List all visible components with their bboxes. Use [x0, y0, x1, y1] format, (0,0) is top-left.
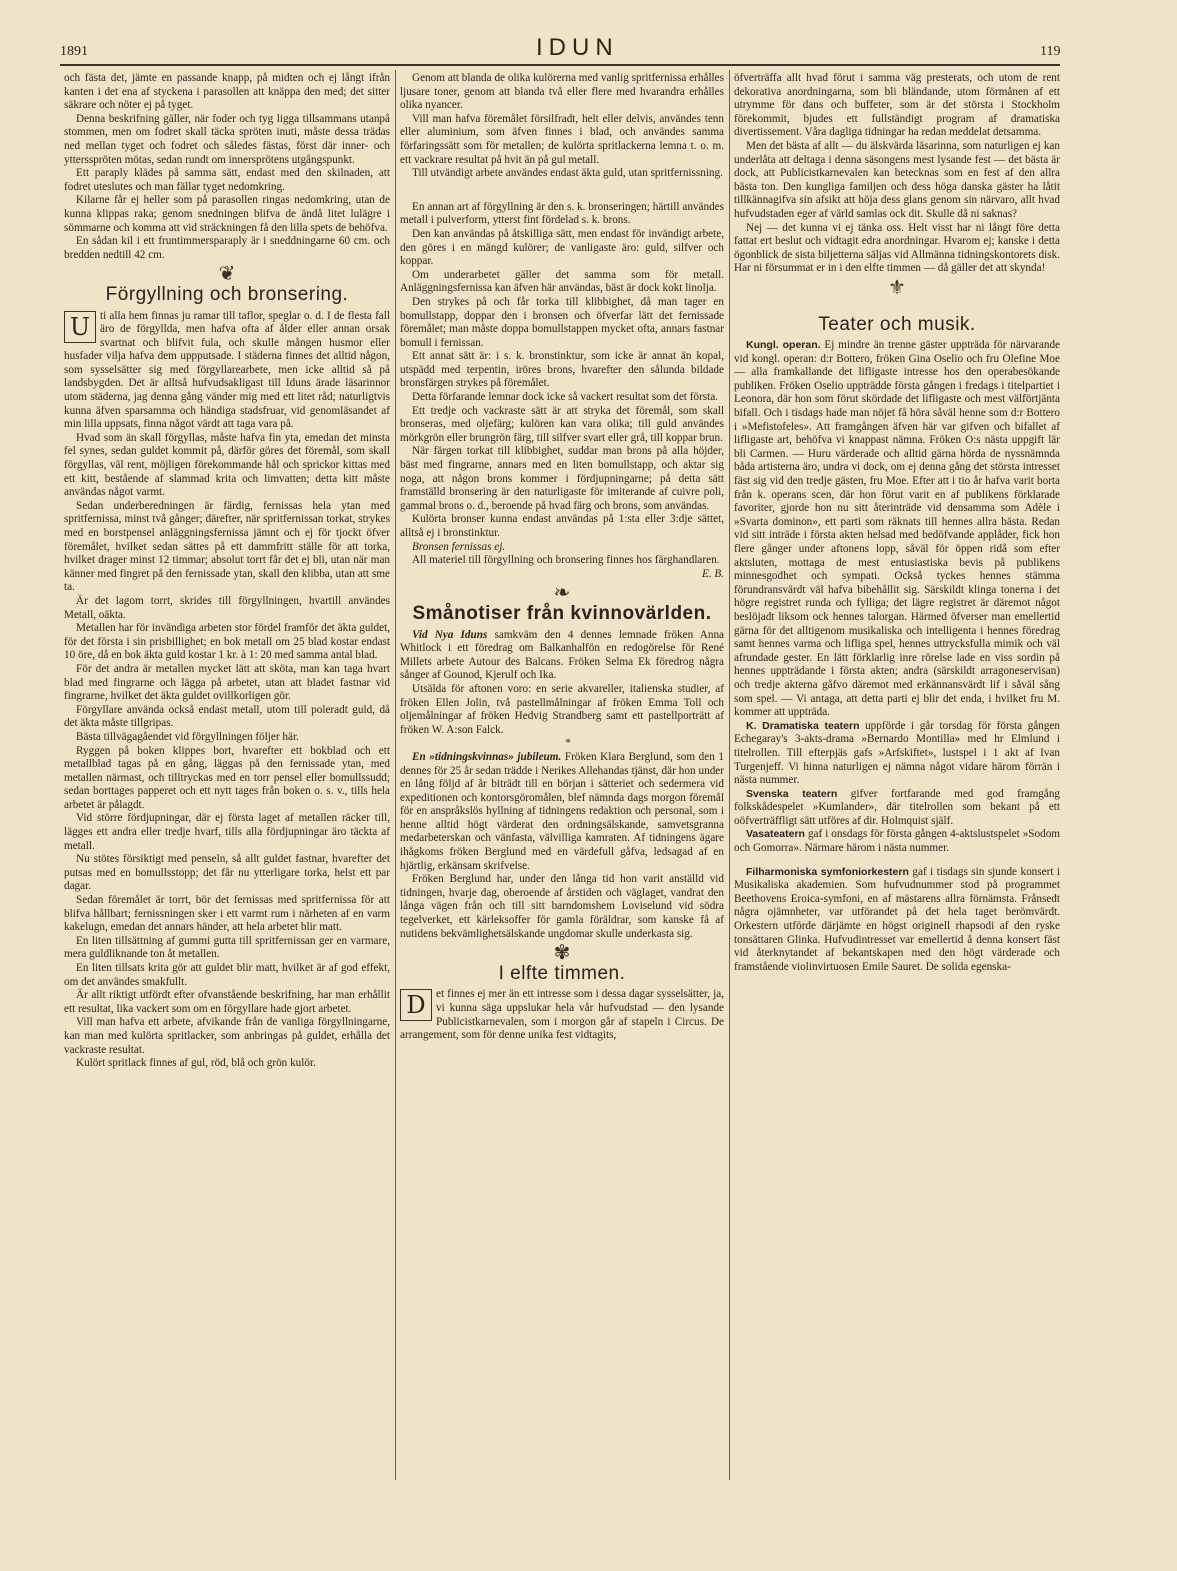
dropcap: D: [400, 989, 432, 1021]
ornament-icon: ❧: [553, 582, 571, 605]
paragraph: Genom att blanda de olika kulörerna med vanlig spritfernissa erhålles ljusare toner, genom att blanda två eller flere med hvarandra erhålles olika nyancer.: [400, 72, 724, 112]
paragraph: Vill man hafva ett arbete, afvikande från de vanliga förgyllningarne, kan man med kulörta spritlacker, som anbringas på guldet, erhålla det vackraste resultat.: [64, 1016, 390, 1056]
paragraph: För det andra är metallen mycket lätt att sköta, man kan taga hvart blad med fingrarne och lägga på arbetet, utan att bladet fastnar vid fingrarne, hvilket det äkta guldet ovillkorligen gör.: [64, 662, 390, 703]
article-heading: I elfte timmen.: [498, 962, 626, 984]
paragraph: När färgen torkat till klibbighet, suddar man brons på alla höjder, bäst med fingrarne, annars med en liten bomullstapp, och aktar sig noga, att någon brons kommer i fördjupningarne; på detta sätt framställd bronsering är den naturligaste för imiterande af cuivre poli, gammal brons o. d., beroende på hvad färg och brons, som användas.: [400, 445, 724, 512]
paragraph: Om underarbetet gäller det samma som för metall. Anläggningsfernissa kan äfven här användas, bäst är dock kokt linolja.: [400, 268, 724, 295]
article-heading: Förgyllning och bronsering.: [105, 283, 349, 305]
header-page-number: 119: [1040, 44, 1061, 59]
paragraph: Utsälda för aftonen voro: en serie akvareller, italienska studier, af fröken Ellen Jolin, två pastellmålningar af fröken Emma Toll och oljemålningar af fröken Hedvig Strandberg samt ett pastellporträtt af fröken W. A:son Falck.: [400, 682, 724, 736]
column-divider: [395, 70, 396, 1480]
paragraph: Kilarne får ej heller som på parasollen ringas nedomkring, utan de kunna klippas raka; genom snedningen blifva de ändå litet lulägre i sömmarne och komma att vid sträckningen få den lilla spets de behöfva.: [64, 194, 390, 234]
paragraph: Förgyllare använda också endast metall, utom till poleradt guld, då det äkta måste tillgripas.: [64, 703, 390, 730]
paragraph: Fröken Berglund har, under den långa tid hon varit anställd vid tidningen, hvarje dag, oberoende af årstiden och väglaget, vandrat den långa vägen från och till sitt barndomshem Loviselund vid södra tegelverket, ett kärleksoffer för gamla föräldrar, som kanske få af nutidens bekvämlighetsälskande ungdomar skulle underkasta sig.: [400, 873, 724, 940]
paragraph: Är allt riktigt utfördt efter ofvanstående beskrifning, har man erhållit ett resultat, lika vackert som om en förgyllare hade gjort arbetet.: [64, 989, 390, 1015]
paragraph: U ti alla hem finnas ju ramar till taflor, speglar o. d. I de flesta fall äro de förgyllda, men hafva ofta af ålder eller annan orsak svartnat och blifvit fula, och skulle mången husmor eller husfader vilja hafva dem uppputsade. I städerna finnes det alltid någon, som sysselsätter sig med förgyllarearbete, men icke alltid så på landsbygden. Det är alltså hufvudsakligast till Iduns ärade läsarinnor utom städerna, jag denna gång vänder mig med ett litet råd; naturligtvis kunna äfven sparsamma och händiga stadsfruar, vid genomläsandet af min lilla uppsats, finna något värdt att taga vara på.: [64, 309, 390, 431]
ornament-icon: ⚜: [888, 276, 906, 299]
paragraph: Ett annat sätt är: i s. k. bronstinktur, som icke är annat än kopal, utspädd med terpentin, iröres brons, hvarefter den sålunda bildade bronsfärgen strykes på föremålet.: [400, 350, 724, 390]
paragraph: Nej — det kunna vi ej tänka oss. Helt visst har ni långt före detta fattat ert beslut och vidtagit edra anordningar. Hvarom ej; kanske i detta ögonblick de sista biljetterna säljas vid Allmänna tidningskontorets disk. Har ni försummat er in i den elfte timmen — då gäller det att skynda!: [734, 221, 1060, 275]
paragraph: Bronsen fernissas ej.: [412, 540, 506, 553]
paragraph: All materiel till förgyllning och bronsering finnes hos färghandlaren.: [412, 554, 720, 567]
ornament-icon: ❦: [218, 263, 236, 286]
paragraph: öfverträffa allt hvad förut i samma väg presterats, och utom de rent dekorativa anordningarna, som bli bländande, utom förmånen af ett utrymme för dans och buffeter, som är det största i Stockholm förekommit, bjudes ett fullständigt program af dramatiska divertissement. Våra dagliga tidningar ha redan meddelat detsamma.: [734, 72, 1060, 139]
paragraph: Sedan underberedningen är färdig, fernissas hela ytan med spritfernissa, minst två gånger; därefter, när spritfernissan torkat, strykes med en borstpensel anläggningsfernissa jämnt och ej för tjockt öfver föremålet, hvilket sedan sättes på ett dammfritt ställe för att torka, hvilket drager minst 12 timmar; absolut torrt får det ej bli, utan när man känner med fingret på den fernissade ytan, skall den klibba, utan att sme ta.: [64, 499, 390, 594]
paragraph: Kulörta bronser kunna endast användas på 1:sta eller 3:dje sättet, alltså ej i bronstinktur.: [400, 513, 724, 539]
paragraph: Ryggen på boken klippes bort, hvarefter ett bokblad och ett metallblad tagas på en gång, läggas på den fernissade ytan, med metallen närmast, och tilltryckas med en torr pensel eller bomullssudd; sedan borttages papperet och ett nytt tages från boken o. s. v., tills hela arbetet är pålagdt.: [64, 744, 390, 811]
paragraph: Bästa tillvägagåendet vid förgyllningen följer här.: [76, 730, 299, 743]
header-year: 1891: [60, 44, 88, 59]
paragraph: Kungl. operan. Ej mindre än trenne gäster uppträda för närvarande vid kongl. operan: d:r Bottero, fröken Gina Oselio och fru Olefine Moe — alla framkallande det lifligaste intresse hos den operabesökande publiken. Fröken Oselio uppträdde första gången i fredags i titelpartiet i Leonora, där hon som förut skördade det lifligaste och mest välförtjänta bifall. Och i tisdags hade man nöjet få höra såväl henne som d:r Bottero i »Mefistofeles». Att framgången äfven här var gifven och bifallet af lifligaste art, behöfva vi knappast nämna. Fröken O:s nästa uppgift lär bli Carmen. — Huru värderade och alltid gärna hörda de nyssnämnda båda artisterna äro, undra vi dock, om ej denna gång det största intresset fäst sig vid den tredje gästen, fru Moe. Efter att i tio år hafva varit borta från k. operans scen, där hon förut varit en af publikens förklarade favoriter, gjorde hon nu sitt återinträde vid densamma som Adèle i »Svarta dominon», ett parti som räknats till hennes allra bästa. Redan vid sitt inträde i första akten helsad med bedöfvande applåder, fick hon flere gånger under aftonens lopp, såväl för öppen ridå som efter aktsluten, mottaga de mest entusiastiska bevis på publikens minnesgodhet och sympati. Också tyckes hennes stämma förundransvärdt väl hafva bibehållit sig. Särskildt klinga tonerna i det högre registret runda och fylliga; det lägre registret är däremot något beslöjadt liksom ock hennes talorgan. Härmed öfverser man emellertid gärna för det alltigenom musikaliska och intelligenta i hennes föredrag samt hennes varma och lifliga spel, hennes uttrycksfulla mimik och väl afrundade gester. En lätt förklarlig inre rörelse lade en viss sordin på hennes uppträdande i första akten; andra (särskildt arragoneservisan) och tredje akterna gåfvo däremot med erkännansvärdt lif i såväl sång som spel. — Vi antaga, att detta parti ej blir det enda, i hvilket fru M. kommer att uppträda.: [734, 339, 1061, 719]
header-rule: [60, 64, 1060, 66]
column-3: [734, 72, 1060, 974]
column-2: [400, 72, 724, 1043]
paragraph: Filharmoniska symfoniorkestern gaf i tisdags sin sjunde konsert i Musikaliska akademien. Som hufvudnummer stod på programmet Beethovens Eroica-symfoni, en af mästarens allra förnämsta. Frånsedt några ojämnheter, var utförandet på det hela taget berömvärdt. Orkestern utförde därjämte en högst originell rhapsodi af den ryske tonsättaren Glinka. Hufvudintresset var emellertid å denna konsert fäst vid återknytandet af bekantskapen med den högt värderade och framstående violinvirtuosen Emile Sauret. De solida egenska-: [734, 865, 1061, 973]
separator-star: *: [565, 737, 571, 750]
paragraph: En annan art af förgyllning är den s. k. bronseringen; härtill användes metall i pulverform, ytterst fint fördelad s. k. brons.: [400, 200, 724, 227]
paragraph: och fästa det, jämte en passande knapp, på midten och ej långt ifrån kanten i det ena af styckena i parasollen att knäppa den med; det sitter säkrare och nöter ej på tyget.: [64, 72, 390, 112]
paragraph: En »tidningskvinnas» jubileum. Fröken Klara Berglund, som den 1 dennes för 25 år sedan trädde i Nerikes Allehandas tjänst, där hon under en lång följd af år biträdt till en början i sätteriet och sedermera vid expeditionen och kontorsgöromålen, blef nämnda dags morgon föremål för en anspråkslös hyllning af tidningens redaktion och personal, som i henne alltid högt värderat den ordningsälskande, samvetsgranna medarbeterskan och vänfasta, välvilliga kamraten. Af tidningens ägare ihågkoms fröken Berglund med en värdefull gåfva, ledsagad af en hjärtlig, erkänsam skrifvelse.: [400, 750, 724, 872]
paragraph: Metallen har för invändiga arbeten stor fördel framför det äkta guldet, för det första i sin prisbillighet; en bok metall om 25 blad kostar endast 10 öre, då en bok äkta guld kostar 1 kr. à 1: 20 med samma antal blad.: [64, 622, 390, 662]
paragraph: Vid Nya Iduns samkväm den 4 dennes lemnade fröken Anna Whitlock i ett föredrag om Balkanhalfön en redogörelse för René Millets arbete Autour des Balcans. Fröken Selma Ek föredrog några sånger af Gounod, Kjerulf och Ika.: [400, 628, 724, 682]
paragraph: Ett tredje och vackraste sätt är att stryka det föremål, som skall bronseras, med oljefärg; kulören kan vara olika; till guld användes mörkgrön eller brungrön färg, till silfver svart eller grå, till koppar brun.: [400, 404, 724, 444]
article-heading: Smånotiser från kvinnovärlden.: [412, 602, 712, 624]
ornament-icon: ✾: [553, 942, 571, 965]
article-heading: Teater och musik.: [818, 313, 976, 335]
paragraph: En sådan kil i ett fruntimmersparaply är i sneddningarne 60 cm. och bredden nedtill 42 cm.: [64, 235, 390, 261]
paragraph: Vasateatern gaf i onsdags för första gången 4-aktslustspelet »Sodom och Gomorra». Närmare härom i nästa nummer.: [734, 828, 1060, 855]
header-title: IDUN: [536, 34, 619, 61]
paragraph: Sedan föremålet är torrt, bör det fernissas med spritfernissa för att blifva hållbart; fernissningen sker i ett varmt rum i närheten af en varm kakelugn, emedan det annars händer, att hela arbetet blir matt.: [64, 894, 390, 934]
paragraph: Vill man hafva föremålet försilfradt, helt eller delvis, användes tenn eller aluminium, som äfven finnes i blad, och användes samma förfaringssätt som för metallen; de kulörta spritlackerna lemna t. o. m. ett vackrare resultat på hvit än på gul metall.: [400, 112, 724, 166]
paragraph: Den kan användas på åtskilliga sätt, men endast för invändigt arbete, den göres i en mängd kulörer; de vanligaste äro: guld, silfver och koppar.: [400, 227, 724, 268]
paragraph: Kulört spritlack finnes af gul, röd, blå och grön kulör.: [76, 1057, 316, 1070]
column-1: [64, 72, 390, 1071]
paragraph: En liten tillsats krita gör att guldet blir matt, hvilket är af god effekt, om det användes smakfullt.: [64, 962, 390, 988]
paragraph: Till utvändigt arbete användes endast äkta guld, utan spritfernissning.: [412, 167, 723, 180]
paragraph: K. Dramatiska teatern uppförde i går torsdag för första gången Echegaray's 3-akts-drama »Bernardo Montilla» med hr Elmlund i titelrollen. Till efterpjäs gafs »Arfskiftet», lustspel i 1 akt af Ivan Turgenjeff. Vi hinna naturligen ej nämna något vidare härom förrän i nästa nummer.: [734, 719, 1060, 787]
signature: E. B.: [701, 567, 724, 580]
paragraph: D et finnes ej mer än ett intresse som i dessa dagar sysselsätter, ja, vi kunna säga uppslukar hela vår hufvudstad — den lysande Publicistkarnevalen, som i morgon går af stapeln i Circus. De arrangement, som för denne unika fest vidtagits,: [400, 988, 724, 1042]
paragraph: Denna beskrifning gäller, när foder och tyg ligga tillsammans utanpå stommen, men om fodret skall täcka spröten inuti, måste dessa trädas ned mellan tyget och fodret och således fästas, först där inner- och yttersspröten mötas, sedan rundt om innersprötens utgångspunkt.: [64, 112, 390, 166]
paragraph: Svenska teatern gifver fortfarande med god framgång folkskådespelet »Kumlander», där titelrollen som bekant på ett oöfverträffligt sätt utföres af dir. Holmquist själf.: [734, 787, 1061, 827]
paragraph: Nu stötes försiktigt med penseln, så allt guldet fastnar, hvarefter det putsas med en bomullsstopp; det får nu ytterligare torka, helst ett par dagar.: [64, 853, 390, 893]
paragraph: Är det lagom torrt, skrides till förgyllningen, hvartill användes Metall, oäkta.: [64, 594, 390, 621]
paragraph: En liten tillsättning af gummi gutta till spritfernissan ger en varmare, mera guldliknande ton åt metallen.: [64, 934, 390, 961]
column-divider: [729, 70, 730, 1480]
dropcap: U: [64, 311, 96, 343]
paragraph: Detta förfarande lemnar dock icke så vackert resultat som det första.: [412, 391, 718, 404]
paragraph: Vid större fördjupningar, där ej första laget af metallen räcker till, lägges ett andra eller tredje hvarf, tills alla fördjupningar äro täckta af metall.: [64, 812, 390, 852]
paragraph: Den strykes på och får torka till klibbighet, då man tager en bomullstapp, doppar den i bronsen och öfverfar lätt det fernissade föremålet; man måste doppa bomullstappen mycket ofta, annars fastnar bomull i fernissan.: [400, 295, 724, 349]
paragraph: Hvad som än skall förgyllas, måste hafva fin yta, emedan det minsta fel synes, sedan guldet kommit på, därför göres det föremål, som skall förgyllas, väl rent, möjligen förekommande hål och sprickor kittas med ett kitt, bestående af slammad krita och limvatten; detta kitt måste användas något varmt.: [64, 431, 390, 499]
paragraph: Ett paraply klädes på samma sätt, endast med den skilnaden, att fodret uteslutes och man fällar tyget nedomkring.: [64, 167, 390, 193]
paragraph: Men det bästa af allt — du älskvärda läsarinna, som naturligen ej kan underlåta att deltaga i denna säsongens mest lysande fest — det bästa är dock, att Publicistkarnevalen kan betecknas som en fest af den allra bästa ton. Den kungliga familjen och dess höga danska gäster ha låtit tillkännagifva sin afsikt att höja dess glans genom sin närvaro, allt hvad hufvudstaden eger af värld samlas ock dit. Skulle då ni saknas?: [734, 139, 1060, 220]
